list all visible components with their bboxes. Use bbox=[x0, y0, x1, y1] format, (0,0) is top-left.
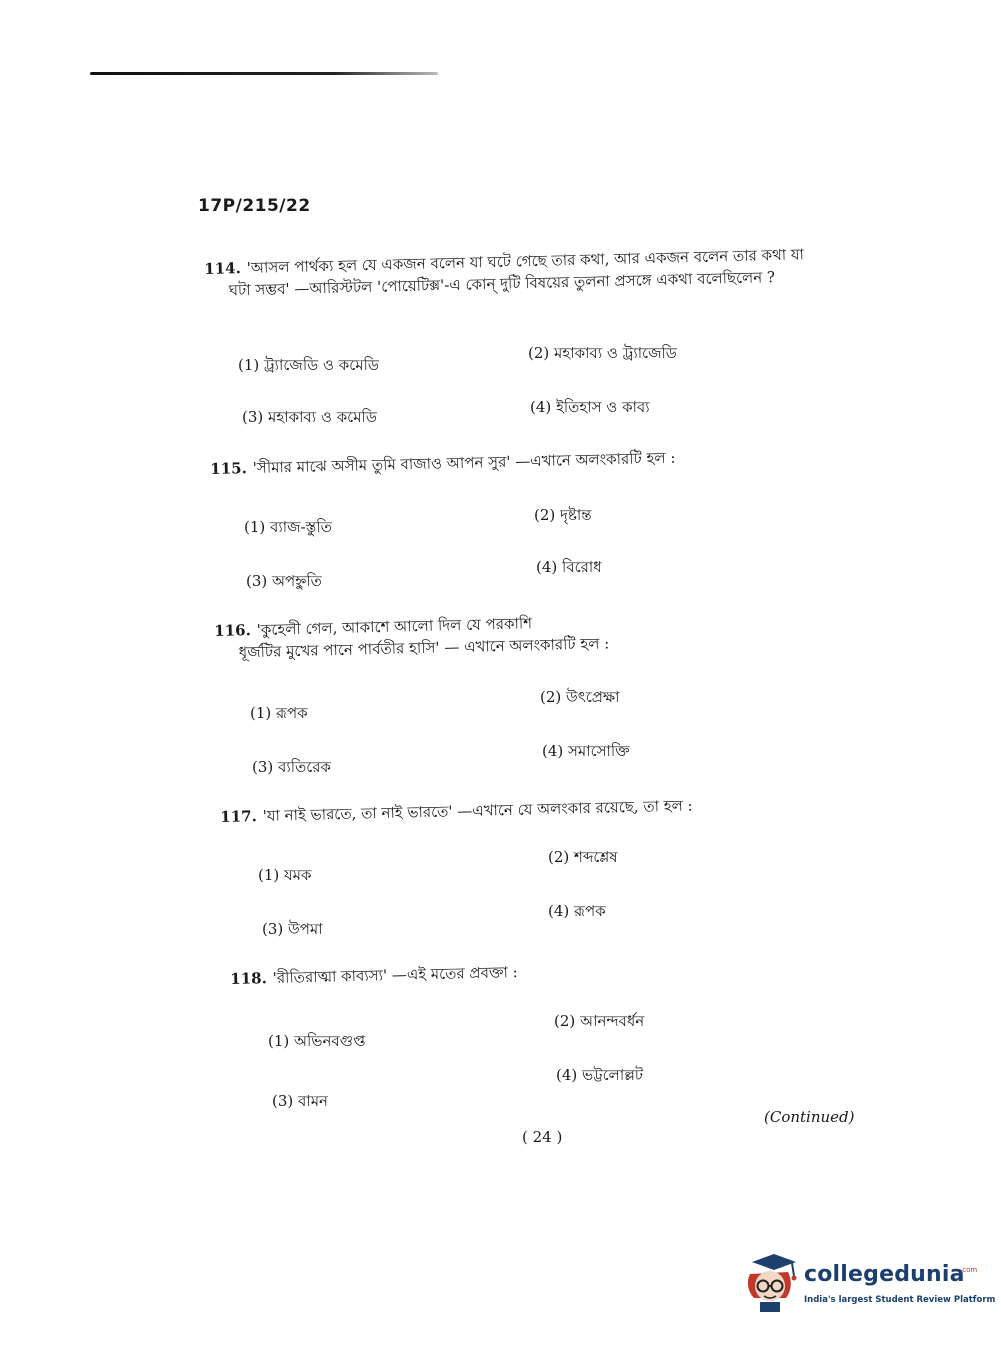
page-number: ( 24 ) bbox=[522, 1128, 563, 1146]
option: (4) রূপক bbox=[548, 902, 606, 920]
option: (2) উৎপ্রেক্ষা bbox=[540, 688, 620, 706]
mascot-icon bbox=[742, 1252, 800, 1314]
question-116 bbox=[214, 610, 610, 664]
option: (1) ব্যাজ-স্তুতি bbox=[244, 518, 332, 536]
question-text: 'সীমার মাঝে অসীম তুমি বাজাও আপন সুর' —এখানে অলংকারটি হল : bbox=[252, 448, 676, 477]
question-text: 'যা নাই ভারতে, তা নাই ভারতে' —এখানে যে অলংকার রয়েছে, তা হল : bbox=[262, 796, 693, 825]
question-118 bbox=[230, 961, 518, 990]
option: (2) আনন্দবর্ধন bbox=[554, 1012, 645, 1030]
option: (2) শব্দশ্লেষ bbox=[548, 848, 618, 866]
option: (1) অভিনবগুপ্ত bbox=[268, 1032, 366, 1050]
question-text-cont: ঘটা সম্ভব' —আরিস্টটল 'পোয়েটিক্স'-এ কোন্ দুটি বিষয়ের তুলনা প্রসঙ্গে একথা বলেছিলেন ? bbox=[228, 268, 776, 300]
collegedunia-logo bbox=[742, 1252, 996, 1314]
question-text: 'কুহেলী গেল, আকাশে আলো দিল যে পরকাশি bbox=[256, 614, 533, 639]
question-number: 115. bbox=[210, 459, 248, 478]
question-text: 'রীতিরাত্মা কাব্যস্য' —এই মতের প্রবক্তা : bbox=[272, 962, 518, 987]
question-number: 118. bbox=[230, 969, 268, 988]
brand-suffix: .com bbox=[960, 1266, 978, 1274]
option: (1) রূপক bbox=[250, 704, 308, 722]
paper-code: 17P/215/22 bbox=[198, 196, 311, 216]
option: (2) মহাকাব্য ও ট্র্যাজেডি bbox=[528, 344, 677, 362]
option: (3) মহাকাব্য ও কমেডি bbox=[242, 408, 377, 426]
continued-label: (Continued) bbox=[764, 1108, 855, 1126]
brand-tagline: India's largest Student Review Platform bbox=[804, 1295, 996, 1305]
option: (1) যমক bbox=[258, 866, 312, 884]
question-text-cont: ধূর্জটির মুখের পানে পার্বতীর হাসি' — এখানে অলংকারটি হল : bbox=[238, 634, 610, 662]
option: (3) বামন bbox=[272, 1092, 328, 1110]
brand-name: collegedunia bbox=[804, 1262, 965, 1287]
question-114 bbox=[204, 243, 805, 302]
option: (4) ভট্টলোল্লট bbox=[556, 1066, 644, 1084]
option: (2) দৃষ্টান্ত bbox=[534, 506, 592, 524]
option: (3) উপমা bbox=[262, 920, 323, 938]
question-text: 'আসল পার্থক্য হল যে একজন বলেন যা ঘটে গেছে তার কথা, আর একজন বলেন তার কথা যা bbox=[246, 245, 805, 277]
option: (4) বিরোধ bbox=[536, 558, 602, 576]
question-number: 116. bbox=[214, 621, 252, 640]
option: (3) ব্যতিরেক bbox=[252, 758, 332, 776]
question-117 bbox=[220, 794, 693, 828]
option: (4) সমাসোক্তি bbox=[542, 742, 630, 760]
option: (1) ট্র্যাজেডি ও কমেডি bbox=[238, 356, 379, 374]
option: (4) ইতিহাস ও কাব্য bbox=[530, 398, 650, 416]
question-number: 117. bbox=[220, 807, 258, 826]
question-number: 114. bbox=[204, 259, 242, 278]
option: (3) অপহ্নুতি bbox=[246, 572, 322, 590]
top-rule bbox=[90, 72, 438, 75]
question-115 bbox=[210, 447, 676, 480]
